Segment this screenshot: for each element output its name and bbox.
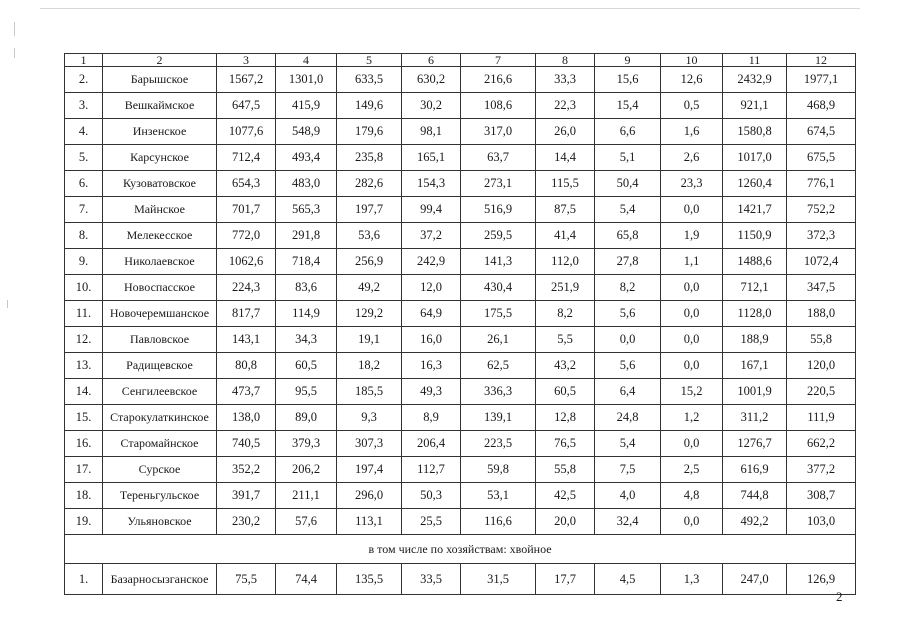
- value-cell: 141,3: [461, 249, 536, 275]
- value-cell: 0,5: [661, 93, 723, 119]
- district-name-cell: Вешкаймское: [103, 93, 217, 119]
- value-cell: 112,0: [536, 249, 595, 275]
- value-cell: 772,0: [217, 223, 276, 249]
- value-cell: 116,6: [461, 509, 536, 535]
- value-cell: 6,6: [595, 119, 661, 145]
- district-name-cell: Карсунское: [103, 145, 217, 171]
- value-cell: 0,0: [661, 431, 723, 457]
- value-cell: 175,5: [461, 301, 536, 327]
- page-number: 2: [836, 589, 843, 604]
- value-cell: 548,9: [276, 119, 337, 145]
- value-cell: 2,5: [661, 457, 723, 483]
- value-cell: 111,9: [787, 405, 856, 431]
- value-cell: 55,8: [787, 327, 856, 353]
- value-cell: 26,0: [536, 119, 595, 145]
- value-cell: 1,1: [661, 249, 723, 275]
- table-header-row: [65, 54, 856, 67]
- value-cell: 9,3: [337, 405, 402, 431]
- row-number-cell: 18.: [65, 483, 103, 509]
- value-cell: 65,8: [595, 223, 661, 249]
- value-cell: 317,0: [461, 119, 536, 145]
- row-number-cell: 19.: [65, 509, 103, 535]
- value-cell: 15,4: [595, 93, 661, 119]
- value-cell: 12,6: [661, 67, 723, 93]
- value-cell: 247,0: [723, 564, 787, 595]
- value-cell: 223,5: [461, 431, 536, 457]
- table-row: [65, 145, 856, 171]
- value-cell: 336,3: [461, 379, 536, 405]
- value-cell: 5: [337, 54, 402, 67]
- value-cell: 377,2: [787, 457, 856, 483]
- district-name-cell: Базарносызганское: [103, 564, 217, 595]
- value-cell: 5,6: [595, 353, 661, 379]
- table-row: [65, 223, 856, 249]
- value-cell: 15,2: [661, 379, 723, 405]
- value-cell: 27,8: [595, 249, 661, 275]
- value-cell: 1062,6: [217, 249, 276, 275]
- row-number-cell: 9.: [65, 249, 103, 275]
- value-cell: 1017,0: [723, 145, 787, 171]
- table-row: [65, 249, 856, 275]
- row-number-cell: 8.: [65, 223, 103, 249]
- value-cell: 674,5: [787, 119, 856, 145]
- value-cell: 1150,9: [723, 223, 787, 249]
- value-cell: 42,5: [536, 483, 595, 509]
- value-cell: 60,5: [536, 379, 595, 405]
- value-cell: 19,1: [337, 327, 402, 353]
- district-name-cell: Сурское: [103, 457, 217, 483]
- value-cell: 224,3: [217, 275, 276, 301]
- value-cell: 50,3: [402, 483, 461, 509]
- district-name-cell: Майнское: [103, 197, 217, 223]
- value-cell: 1,3: [661, 564, 723, 595]
- value-cell: 16,0: [402, 327, 461, 353]
- value-cell: 206,4: [402, 431, 461, 457]
- value-cell: 216,6: [461, 67, 536, 93]
- value-cell: 57,6: [276, 509, 337, 535]
- value-cell: 1077,6: [217, 119, 276, 145]
- value-cell: 1,2: [661, 405, 723, 431]
- value-cell: 53,1: [461, 483, 536, 509]
- row-number-cell: 14.: [65, 379, 103, 405]
- table-row: [65, 327, 856, 353]
- value-cell: 633,5: [337, 67, 402, 93]
- value-cell: 83,6: [276, 275, 337, 301]
- table-subheading-row: [65, 535, 856, 564]
- district-name-cell: Барышское: [103, 67, 217, 93]
- value-cell: 1977,1: [787, 67, 856, 93]
- value-cell: 8,9: [402, 405, 461, 431]
- value-cell: 307,3: [337, 431, 402, 457]
- value-cell: 75,5: [217, 564, 276, 595]
- value-cell: 468,9: [787, 93, 856, 119]
- value-cell: 718,4: [276, 249, 337, 275]
- value-cell: 8,2: [536, 301, 595, 327]
- district-name-cell: Николаевское: [103, 249, 217, 275]
- table-row: [65, 119, 856, 145]
- value-cell: 308,7: [787, 483, 856, 509]
- value-cell: 167,1: [723, 353, 787, 379]
- value-cell: 675,5: [787, 145, 856, 171]
- value-cell: 165,1: [402, 145, 461, 171]
- value-cell: 113,1: [337, 509, 402, 535]
- value-cell: 5,1: [595, 145, 661, 171]
- row-number-cell: 3.: [65, 93, 103, 119]
- table-row: [65, 564, 856, 595]
- district-name-cell: Радищевское: [103, 353, 217, 379]
- value-cell: 17,7: [536, 564, 595, 595]
- value-cell: 26,1: [461, 327, 536, 353]
- scan-mark: [7, 300, 8, 308]
- district-name-cell: Старокулаткинское: [103, 405, 217, 431]
- row-number-cell: 4.: [65, 119, 103, 145]
- value-cell: 1,9: [661, 223, 723, 249]
- value-cell: 616,9: [723, 457, 787, 483]
- value-cell: 1488,6: [723, 249, 787, 275]
- value-cell: 5,5: [536, 327, 595, 353]
- row-number-cell: 7.: [65, 197, 103, 223]
- value-cell: 516,9: [461, 197, 536, 223]
- value-cell: 712,1: [723, 275, 787, 301]
- value-cell: 60,5: [276, 353, 337, 379]
- value-cell: 1567,2: [217, 67, 276, 93]
- value-cell: 311,2: [723, 405, 787, 431]
- value-cell: 33,3: [536, 67, 595, 93]
- value-cell: 76,5: [536, 431, 595, 457]
- value-cell: 817,7: [217, 301, 276, 327]
- row-number-cell: 15.: [65, 405, 103, 431]
- value-cell: 74,4: [276, 564, 337, 595]
- value-cell: 415,9: [276, 93, 337, 119]
- value-cell: 391,7: [217, 483, 276, 509]
- district-name-cell: Новоспасское: [103, 275, 217, 301]
- value-cell: 8,2: [595, 275, 661, 301]
- value-cell: 95,5: [276, 379, 337, 405]
- value-cell: 1301,0: [276, 67, 337, 93]
- value-cell: 50,4: [595, 171, 661, 197]
- row-number-cell: 2.: [65, 67, 103, 93]
- value-cell: 37,2: [402, 223, 461, 249]
- value-cell: 32,4: [595, 509, 661, 535]
- value-cell: 103,0: [787, 509, 856, 535]
- value-cell: 87,5: [536, 197, 595, 223]
- value-cell: 1,6: [661, 119, 723, 145]
- table-row: [65, 171, 856, 197]
- value-cell: 230,2: [217, 509, 276, 535]
- value-cell: 63,7: [461, 145, 536, 171]
- value-cell: 22,3: [536, 93, 595, 119]
- value-cell: 149,6: [337, 93, 402, 119]
- value-cell: 701,7: [217, 197, 276, 223]
- value-cell: 4,8: [661, 483, 723, 509]
- value-cell: 135,5: [337, 564, 402, 595]
- table-subheading: в том числе по хозяйствам: хвойное: [65, 535, 856, 564]
- value-cell: 0,0: [661, 275, 723, 301]
- value-cell: 120,0: [787, 353, 856, 379]
- value-cell: 59,8: [461, 457, 536, 483]
- table-row: [65, 509, 856, 535]
- value-cell: 188,0: [787, 301, 856, 327]
- value-cell: 16,3: [402, 353, 461, 379]
- row-number-cell: 1.: [65, 564, 103, 595]
- value-cell: 256,9: [337, 249, 402, 275]
- district-name-cell: Кузоватовское: [103, 171, 217, 197]
- value-cell: 12: [787, 54, 856, 67]
- value-cell: 143,1: [217, 327, 276, 353]
- value-cell: 55,8: [536, 457, 595, 483]
- table-row: [65, 93, 856, 119]
- row-number-cell: 12.: [65, 327, 103, 353]
- value-cell: 33,5: [402, 564, 461, 595]
- statistics-table: [64, 53, 856, 595]
- scan-mark: [14, 48, 15, 58]
- value-cell: 647,5: [217, 93, 276, 119]
- value-cell: 4,5: [595, 564, 661, 595]
- value-cell: 493,4: [276, 145, 337, 171]
- value-cell: 0,0: [595, 327, 661, 353]
- value-cell: 99,4: [402, 197, 461, 223]
- value-cell: 188,9: [723, 327, 787, 353]
- row-number-cell: 5.: [65, 145, 103, 171]
- value-cell: 752,2: [787, 197, 856, 223]
- value-cell: 8: [536, 54, 595, 67]
- table-row: [65, 431, 856, 457]
- row-number-cell: 17.: [65, 457, 103, 483]
- value-cell: 282,6: [337, 171, 402, 197]
- district-name-cell: Мелекесское: [103, 223, 217, 249]
- value-cell: 4,0: [595, 483, 661, 509]
- district-name-cell: Старомайнское: [103, 431, 217, 457]
- value-cell: 31,5: [461, 564, 536, 595]
- value-cell: 483,0: [276, 171, 337, 197]
- value-cell: 139,1: [461, 405, 536, 431]
- value-cell: 206,2: [276, 457, 337, 483]
- value-cell: 10: [661, 54, 723, 67]
- value-cell: 259,5: [461, 223, 536, 249]
- value-cell: 179,6: [337, 119, 402, 145]
- district-name-cell: Инзенское: [103, 119, 217, 145]
- value-cell: 630,2: [402, 67, 461, 93]
- district-name-cell: Павловское: [103, 327, 217, 353]
- value-cell: 41,4: [536, 223, 595, 249]
- table-row: [65, 301, 856, 327]
- value-cell: 251,9: [536, 275, 595, 301]
- value-cell: 80,8: [217, 353, 276, 379]
- value-cell: 129,2: [337, 301, 402, 327]
- value-cell: 235,8: [337, 145, 402, 171]
- value-cell: 197,7: [337, 197, 402, 223]
- value-cell: 49,3: [402, 379, 461, 405]
- value-cell: 7: [461, 54, 536, 67]
- value-cell: 776,1: [787, 171, 856, 197]
- table-row: [65, 405, 856, 431]
- value-cell: 11: [723, 54, 787, 67]
- value-cell: 62,5: [461, 353, 536, 379]
- value-cell: 2,6: [661, 145, 723, 171]
- value-cell: 34,3: [276, 327, 337, 353]
- value-cell: 662,2: [787, 431, 856, 457]
- value-cell: 5,4: [595, 431, 661, 457]
- value-cell: 6: [402, 54, 461, 67]
- value-cell: 4: [276, 54, 337, 67]
- value-cell: 379,3: [276, 431, 337, 457]
- value-cell: 211,1: [276, 483, 337, 509]
- value-cell: 112,7: [402, 457, 461, 483]
- scan-mark: [14, 22, 15, 36]
- value-cell: 1421,7: [723, 197, 787, 223]
- value-cell: 30,2: [402, 93, 461, 119]
- value-cell: 1072,4: [787, 249, 856, 275]
- value-cell: 12,0: [402, 275, 461, 301]
- value-cell: 1276,7: [723, 431, 787, 457]
- value-cell: 372,3: [787, 223, 856, 249]
- value-cell: 14,4: [536, 145, 595, 171]
- value-cell: 291,8: [276, 223, 337, 249]
- district-name-cell: Тереньгульское: [103, 483, 217, 509]
- value-cell: 5,4: [595, 197, 661, 223]
- value-cell: 0,0: [661, 197, 723, 223]
- value-cell: 12,8: [536, 405, 595, 431]
- value-cell: 2: [103, 54, 217, 67]
- scan-mark: [40, 8, 860, 9]
- value-cell: 654,3: [217, 171, 276, 197]
- value-cell: 0,0: [661, 301, 723, 327]
- row-number-cell: 10.: [65, 275, 103, 301]
- value-cell: 242,9: [402, 249, 461, 275]
- table-body: [65, 54, 856, 595]
- value-cell: 64,9: [402, 301, 461, 327]
- value-cell: 492,2: [723, 509, 787, 535]
- value-cell: 1001,9: [723, 379, 787, 405]
- value-cell: 18,2: [337, 353, 402, 379]
- value-cell: 9: [595, 54, 661, 67]
- value-cell: 1580,8: [723, 119, 787, 145]
- value-cell: 89,0: [276, 405, 337, 431]
- value-cell: 6,4: [595, 379, 661, 405]
- table-row: [65, 275, 856, 301]
- value-cell: 43,2: [536, 353, 595, 379]
- row-number-cell: 13.: [65, 353, 103, 379]
- table-row: [65, 197, 856, 223]
- value-cell: 3: [217, 54, 276, 67]
- table-row: [65, 457, 856, 483]
- value-cell: 154,3: [402, 171, 461, 197]
- value-cell: 273,1: [461, 171, 536, 197]
- row-number-cell: 11.: [65, 301, 103, 327]
- value-cell: 2432,9: [723, 67, 787, 93]
- value-cell: 0,0: [661, 327, 723, 353]
- value-cell: 98,1: [402, 119, 461, 145]
- value-cell: 5,6: [595, 301, 661, 327]
- value-cell: 49,2: [337, 275, 402, 301]
- value-cell: 114,9: [276, 301, 337, 327]
- value-cell: 430,4: [461, 275, 536, 301]
- table-row: [65, 353, 856, 379]
- value-cell: 220,5: [787, 379, 856, 405]
- value-cell: 0,0: [661, 509, 723, 535]
- value-cell: 24,8: [595, 405, 661, 431]
- value-cell: 25,5: [402, 509, 461, 535]
- value-cell: 1128,0: [723, 301, 787, 327]
- table-row: [65, 483, 856, 509]
- value-cell: 197,4: [337, 457, 402, 483]
- value-cell: 15,6: [595, 67, 661, 93]
- row-number-cell: 16.: [65, 431, 103, 457]
- value-cell: 138,0: [217, 405, 276, 431]
- table-row: [65, 379, 856, 405]
- value-cell: 712,4: [217, 145, 276, 171]
- value-cell: 296,0: [337, 483, 402, 509]
- value-cell: 7,5: [595, 457, 661, 483]
- row-number-cell: 1: [65, 54, 103, 67]
- value-cell: 347,5: [787, 275, 856, 301]
- district-name-cell: Новочеремшанское: [103, 301, 217, 327]
- value-cell: 23,3: [661, 171, 723, 197]
- value-cell: 185,5: [337, 379, 402, 405]
- value-cell: 20,0: [536, 509, 595, 535]
- table-row: [65, 67, 856, 93]
- row-number-cell: 6.: [65, 171, 103, 197]
- value-cell: 352,2: [217, 457, 276, 483]
- value-cell: 53,6: [337, 223, 402, 249]
- value-cell: 565,3: [276, 197, 337, 223]
- value-cell: 115,5: [536, 171, 595, 197]
- value-cell: 126,9: [787, 564, 856, 595]
- district-name-cell: Сенгилеевское: [103, 379, 217, 405]
- value-cell: 473,7: [217, 379, 276, 405]
- value-cell: 1260,4: [723, 171, 787, 197]
- district-name-cell: Ульяновское: [103, 509, 217, 535]
- value-cell: 108,6: [461, 93, 536, 119]
- value-cell: 744,8: [723, 483, 787, 509]
- value-cell: 740,5: [217, 431, 276, 457]
- value-cell: 0,0: [661, 353, 723, 379]
- value-cell: 921,1: [723, 93, 787, 119]
